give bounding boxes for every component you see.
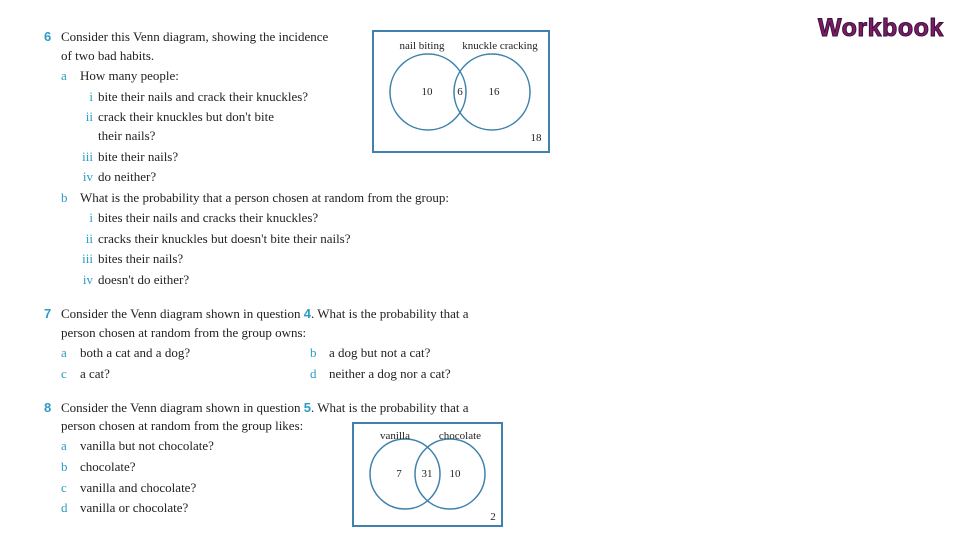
workbook-title: Workbook	[818, 14, 944, 42]
roman: iv	[82, 169, 93, 184]
part-letter: a	[61, 345, 67, 360]
subpart-text: bite their nails?	[98, 149, 179, 164]
roman: ii	[85, 109, 93, 124]
venn-label-left: nail biting	[399, 40, 445, 52]
part-text: both a cat and a dog?	[80, 345, 191, 360]
question-stem: of two bad habits.	[61, 48, 155, 63]
question-reference: 4	[303, 306, 311, 321]
part-letter: a	[61, 68, 67, 83]
venn-right-only: 10	[449, 468, 461, 480]
part-text: vanilla but not chocolate?	[80, 438, 214, 453]
stem-text: . What is the probability that a	[311, 400, 469, 415]
stem-text: . What is the probability that a	[311, 306, 469, 321]
subpart-text: do neither?	[98, 169, 157, 184]
subpart-text: bites their nails?	[98, 251, 184, 266]
part-text: vanilla and chocolate?	[80, 480, 197, 495]
venn-label-left: vanilla	[380, 430, 410, 442]
stem-text: Consider the Venn diagram shown in question	[61, 306, 304, 321]
subpart-text: their nails?	[98, 128, 156, 143]
roman: iii	[82, 251, 93, 266]
question-stem: person chosen at random from the group likes:	[61, 418, 304, 433]
question-stem	[61, 400, 469, 416]
question-stem: Consider this Venn diagram, showing the incidence	[61, 29, 329, 44]
part-text: How many people:	[80, 68, 179, 83]
part-letter: b	[310, 345, 317, 360]
part-text: a dog but not a cat?	[329, 345, 431, 360]
roman: iv	[82, 272, 93, 287]
venn-label-right: chocolate	[438, 430, 482, 442]
venn-both: 6	[457, 86, 463, 98]
question-number: 8	[44, 400, 52, 415]
roman: iii	[82, 149, 93, 164]
subpart-text: doesn't do either?	[98, 272, 190, 287]
part-letter: c	[61, 480, 67, 495]
part-letter: b	[61, 459, 68, 474]
stem-text: Consider the Venn diagram shown in question	[61, 400, 304, 415]
venn-left-only: 10	[421, 86, 433, 98]
roman: ii	[85, 231, 93, 246]
venn-label-right: knuckle cracking	[462, 40, 538, 52]
part-text: chocolate?	[80, 459, 136, 474]
part-letter: a	[61, 438, 67, 453]
subpart-text: crack their knuckles but don't bite	[98, 109, 274, 124]
question-number: 6	[44, 29, 52, 44]
roman: i	[89, 89, 93, 104]
venn-both: 31	[421, 468, 433, 480]
part-text: What is the probability that a person chosen at random from the group:	[80, 190, 449, 205]
part-text: a cat?	[80, 366, 110, 381]
question-stem: person chosen at random from the group owns:	[61, 325, 307, 340]
question-number: 7	[44, 306, 52, 321]
subpart-text: cracks their knuckles but doesn't bite their nails?	[98, 231, 351, 246]
venn-right-only: 16	[488, 86, 500, 98]
part-letter: b	[61, 190, 68, 205]
part-text: neither a dog nor a cat?	[329, 366, 451, 381]
venn-neither: 18	[530, 132, 542, 144]
part-letter: d	[61, 500, 68, 515]
subpart-text: bite their nails and crack their knuckles?	[98, 89, 309, 104]
part-letter: c	[61, 366, 67, 381]
venn-left-only: 7	[396, 468, 402, 480]
question-stem	[61, 306, 469, 322]
venn-neither: 2	[490, 511, 496, 523]
part-letter: d	[310, 366, 317, 381]
roman: i	[89, 210, 93, 225]
question-reference: 5	[303, 400, 311, 415]
subpart-text: bites their nails and cracks their knuckles?	[98, 210, 319, 225]
part-text: vanilla or chocolate?	[80, 500, 189, 515]
